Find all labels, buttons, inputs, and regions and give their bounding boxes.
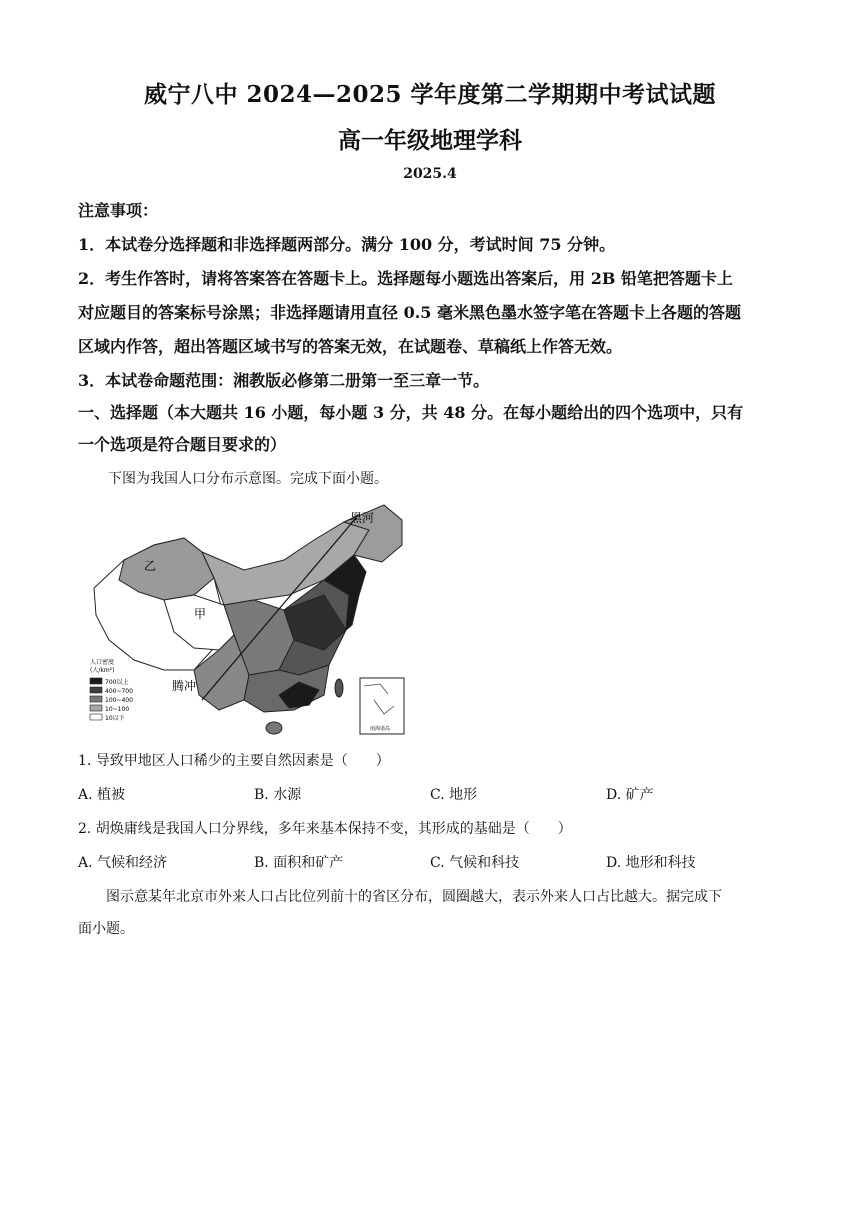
legend-label: 10以下 — [105, 715, 125, 722]
question-1-stem: 1. 导致甲地区人口稀少的主要自然因素是（ ） — [78, 753, 390, 769]
q2-option-d[interactable]: D. 地形和科技 — [606, 855, 696, 871]
next-intro-line-2: 面小题。 — [78, 921, 134, 937]
map-legend — [90, 658, 133, 722]
legend-label: 700以上 — [105, 679, 129, 686]
label-jia: 甲 — [194, 607, 207, 621]
legend-swatch — [90, 714, 102, 720]
section-heading-line-2: 一个选项是符合题目要求的） — [78, 435, 287, 454]
q2-option-c[interactable]: C. 气候和科技 — [430, 855, 520, 871]
next-intro-line-1: 图示意某年北京市外来人口占比位列前十的省区分布，圆圈越大，表示外来人口占比越大。据完成下 — [106, 889, 722, 905]
label-heihe: 黑河 — [350, 511, 375, 525]
legend-label: 10~100 — [105, 706, 130, 713]
hainan — [266, 722, 282, 734]
legend-swatch — [90, 678, 102, 684]
legend-title-2: (人/km²) — [90, 667, 115, 674]
notice-line-4: 区域内作答，超出答题区域书写的答案无效，在试题卷、草稿纸上作答无效。 — [78, 337, 623, 356]
legend-swatch — [90, 705, 102, 711]
exam-subtitle: 高一年级地理学科 — [338, 127, 522, 154]
q2-option-a[interactable]: A. 气候和经济 — [78, 855, 168, 871]
exam-title: 威宁八中 2024—2025 学年度第二学期期中考试试题 — [143, 81, 717, 108]
q1-option-a[interactable]: A. 植被 — [78, 787, 126, 803]
legend-label: 100~400 — [105, 697, 133, 704]
population-map — [84, 500, 414, 740]
q1-option-b[interactable]: B. 水源 — [254, 787, 302, 803]
legend-swatch — [90, 696, 102, 702]
q1-option-c[interactable]: C. 地形 — [430, 787, 478, 803]
notice-line-5: 3．本试卷命题范围：湘教版必修第二册第一至三章一节。 — [78, 371, 490, 390]
q1-option-d[interactable]: D. 矿产 — [606, 787, 654, 803]
legend-title-1: 人口密度 — [90, 659, 115, 666]
label-yi: 乙 — [144, 559, 157, 573]
label-tengchong: 腾冲 — [172, 679, 197, 693]
inset-label: 南海诸岛 — [370, 726, 391, 732]
legend-label: 400~700 — [105, 688, 133, 695]
notice-line-1: 1．本试卷分选择题和非选择题两部分。满分 100 分，考试时间 75 分钟。 — [78, 235, 616, 254]
notice-line-3: 对应题目的答案标号涂黑；非选择题请用直径 0.5 毫米黑色墨水签字笔在答题卡上各题的答题 — [78, 303, 741, 322]
legend-swatch — [90, 687, 102, 693]
notice-heading: 注意事项： — [78, 201, 159, 220]
map-intro: 下图为我国人口分布示意图。完成下面小题。 — [108, 471, 388, 487]
notice-line-2: 2．考生作答时，请将答案答在答题卡上。选择题每小题选出答案后，用 2B 铅笔把答题卡上 — [78, 269, 733, 288]
question-2-stem: 2. 胡焕庸线是我国人口分界线，多年来基本保持不变，其形成的基础是（ ） — [78, 821, 572, 837]
section-heading-line-1: 一、选择题（本大题共 16 小题，每小题 3 分，共 48 分。在每小题给出的四个选项中，只有 — [78, 403, 744, 422]
exam-date: 2025.4 — [403, 166, 457, 182]
q2-option-b[interactable]: B. 面积和矿产 — [254, 855, 344, 871]
taiwan — [335, 679, 343, 697]
